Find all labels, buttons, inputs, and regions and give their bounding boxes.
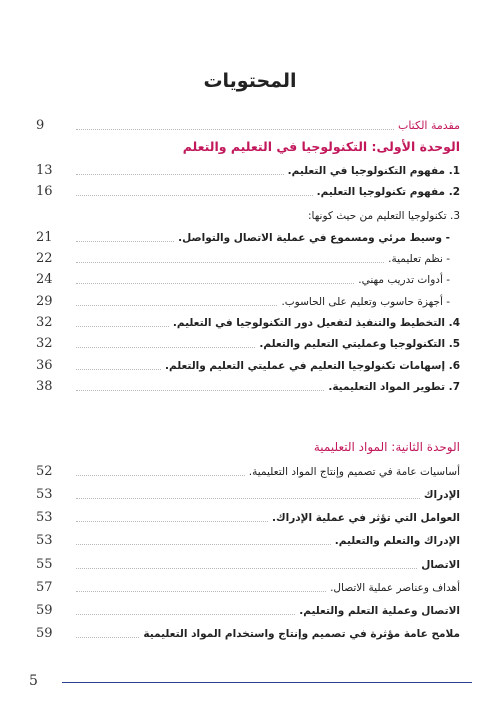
dot-leader — [76, 282, 354, 284]
toc-entry-label: الاتصال — [421, 559, 460, 571]
toc-page-number: 29 — [36, 294, 53, 309]
toc-row[interactable] — [36, 313, 460, 331]
unit2-heading[interactable]: الوحدة الثانية: المواد التعليمية — [313, 440, 460, 454]
toc-entry-label: الإدراك — [423, 489, 460, 501]
toc-entry-label: الاتصال وعملية التعلم والتعليم. — [299, 605, 460, 617]
toc-row[interactable] — [36, 377, 460, 395]
toc-row[interactable] — [36, 624, 460, 642]
toc-entry-label: 3. تكنولوجيا التعليم من حيث كونها: — [307, 210, 460, 222]
toc-entry-label: - أدوات تدريب مهني. — [358, 274, 450, 286]
toc-row[interactable] — [36, 601, 460, 619]
toc-row[interactable] — [36, 249, 460, 267]
footer-rule — [62, 682, 472, 683]
toc-entry-label: 7. تطوير المواد التعليمية. — [328, 381, 460, 393]
toc-page-number: 59 — [36, 603, 53, 618]
toc-entry-label: 6. إسهامات تكنولوجيا التعليم في عمليتي التعليم والتعلم. — [164, 360, 460, 372]
toc-entry-label: - وسيط مرئي ومسموع في عملية الاتصال والتواصل. — [178, 232, 450, 244]
dot-leader — [76, 567, 417, 569]
dot-leader — [76, 240, 174, 242]
toc-row[interactable] — [36, 270, 460, 288]
toc-row[interactable] — [36, 578, 460, 596]
page-number: 5 — [29, 673, 38, 689]
dot-leader — [76, 590, 326, 592]
dot-leader — [76, 520, 268, 522]
toc-row[interactable] — [36, 462, 460, 480]
toc-row[interactable] — [36, 292, 460, 310]
dot-leader — [76, 474, 245, 476]
dot-leader — [76, 389, 324, 391]
toc-row[interactable] — [36, 161, 460, 179]
toc-page-number: 59 — [36, 626, 53, 641]
toc-row[interactable] — [36, 206, 460, 224]
toc-page-number: 13 — [36, 163, 53, 178]
dot-leader — [76, 261, 384, 263]
toc-row[interactable] — [36, 182, 460, 200]
dot-leader — [76, 497, 420, 499]
toc-page-number: 53 — [36, 510, 53, 525]
dot-leader — [76, 325, 169, 327]
toc-page-number: 38 — [36, 379, 53, 394]
toc-page-number: 21 — [36, 230, 53, 245]
dot-leader — [76, 368, 161, 370]
toc-page-number: 57 — [36, 580, 53, 595]
dot-leader — [76, 543, 331, 545]
toc-page-number: 53 — [36, 533, 53, 548]
toc-entry-label: 2. مفهوم تكنولوجيا التعليم. — [316, 186, 460, 198]
toc-page-number: 16 — [36, 184, 53, 199]
toc-row[interactable] — [36, 485, 460, 503]
toc-entry-label: 5. التكنولوجيا وعمليتي التعليم والتعلم. — [259, 338, 460, 350]
page-title: المحتويات — [203, 70, 297, 92]
toc-page-number: 22 — [36, 251, 53, 266]
toc-page-number: 55 — [36, 557, 53, 572]
toc-entry-label: العوامل التي تؤثر في عملية الإدراك. — [272, 512, 460, 524]
dot-leader — [76, 346, 255, 348]
toc-row-intro[interactable] — [36, 116, 460, 134]
toc-page-number: 24 — [36, 272, 53, 287]
toc-page-number: 53 — [36, 487, 53, 502]
toc-page-number: 9 — [36, 118, 45, 133]
dot-leader — [76, 636, 139, 638]
toc-row[interactable] — [36, 228, 460, 246]
toc-page-number: 32 — [36, 315, 53, 330]
toc-entry-label: 1. مفهوم التكنولوجيا في التعليم. — [287, 165, 460, 177]
dot-leader — [76, 304, 277, 306]
toc-row[interactable] — [36, 508, 460, 526]
toc-page-number: 52 — [36, 464, 53, 479]
toc-entry-label: - نظم تعليمية. — [388, 253, 450, 265]
toc-row[interactable] — [36, 555, 460, 573]
toc-row[interactable] — [36, 334, 460, 352]
dot-leader — [76, 194, 313, 196]
toc-entry-label: ملامح عامة مؤثرة في تصميم وإنتاج واستخدام المواد التعليمية — [143, 628, 460, 640]
dot-leader — [76, 173, 284, 175]
toc-entry-label: أهداف وعناصر عملية الاتصال. — [330, 582, 460, 594]
toc-row[interactable] — [36, 356, 460, 374]
toc-entry-label: مقدمة الكتاب — [397, 119, 460, 132]
unit1-heading[interactable]: الوحدة الأولى: التكنولوجيا في التعليم والتعلم — [182, 139, 460, 154]
toc-row[interactable] — [36, 531, 460, 549]
toc-entry-label: - أجهزة حاسوب وتعليم على الحاسوب. — [281, 296, 450, 308]
toc-entry-label: 4. التخطيط والتنفيذ لتفعيل دور التكنولوجيا في التعليم. — [172, 317, 460, 329]
dot-leader — [76, 128, 394, 130]
toc-entry-label: أساسيات عامة في تصميم وإنتاج المواد التعليمية. — [248, 466, 460, 478]
toc-entry-label: الإدراك والتعلم والتعليم. — [334, 535, 460, 547]
toc-page-number: 32 — [36, 336, 53, 351]
dot-leader — [76, 613, 295, 615]
toc-page-number: 36 — [36, 358, 53, 373]
